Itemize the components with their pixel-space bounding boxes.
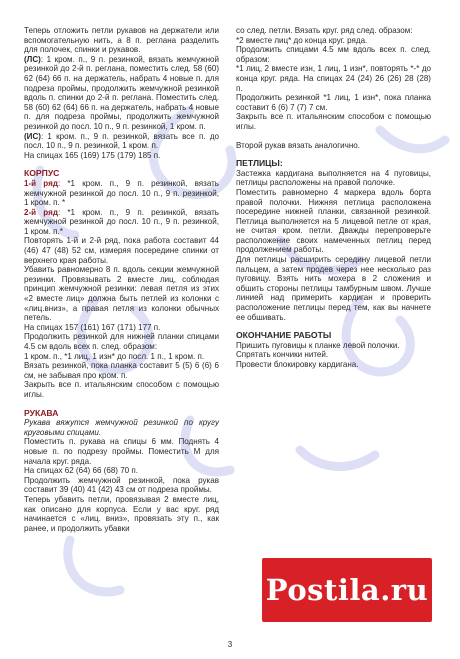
okonchanie-item-2: Спрятать кончики нитей.: [236, 350, 329, 360]
rukava-subtitle: Рукава вяжутся жемчужной резинкой по кругу круговыми спицами.: [24, 418, 219, 437]
continue-paragraph: Продолжить резинкой для нижней планки спицами 4.5 см вдоль всех п. след. образом:: [24, 332, 219, 351]
row1-paragraph: [24, 179, 219, 208]
page-number: 3: [227, 640, 233, 649]
row1-label: 1-й ряд: [24, 178, 58, 188]
is-label: (ИС): [24, 131, 41, 141]
cont-paragraph-2: *2 вместе лиц* до конца круг. ряда.: [236, 35, 368, 45]
rukava-paragraph-1: Поместить п. рукава на спицы 6 мм. Поднять 4 новые п. по подрезу проймы. Поместить М для начала круг. ряда.: [24, 437, 219, 466]
rukava-paragraph-2: Продолжить жемчужной резинкой, пока рукав составит 39 (40) 41 (42) 43 см от подреза проймы.: [24, 475, 219, 495]
rukava-paragraph-3: Теперь убавить петли, провязывая 2 вместе лиц, как описано для корпуса. Если у вас круг. ряд начинается с «лиц. вниз», провязать эту п., как ранее, и продолжить убавки: [24, 494, 219, 533]
rukava-heading: РУКАВА: [24, 407, 59, 418]
right-column: [236, 26, 431, 370]
petlitsy-paragraph-2: Поместить равномерно 4 маркера вдоль борта правой полочки. Нижняя петлица расположена посередине нижней планки, связанной резинкой. Петлица выполняется на 5 лицевой петле от края, не считая кром. петли. Дважды перепроверьте расположение своих намеченных петлиц перед продолжением работы.: [236, 187, 431, 255]
postila-logo-text: Postila.ru: [265, 573, 429, 607]
pattern-paragraph: 1 кром. п., *1 лиц, 1 изн* до посл. 1 п., 1 кром. п.: [24, 351, 205, 361]
okonchanie-item-1: Пришить пуговицы к планке левой полочки.: [236, 340, 400, 350]
row1-text: : *1 кром. п., 9 п. резинкой, вязать жемчужной резинкой до посл. 10 п., 9 п. резинкой, 1 кром. п. *: [24, 178, 220, 208]
row2-text: : *1 кром. п., 9 п. резинкой, вязать жемчужной резинкой до посл. 10 п., 9 п. резинкой, 1 кром. п.*: [24, 207, 220, 236]
okonchanie-heading: ОКОНЧАНИЕ РАБОТЫ: [236, 330, 332, 341]
total-stitches: На спицах 165 (169) 175 (179) 185 п.: [24, 150, 161, 160]
left-column: [24, 26, 219, 533]
cont-paragraph-5: Продолжить резинкой *1 лиц, 1 изн*, пока планка составит 6 (6) 7 (7) 7 см.: [236, 93, 431, 112]
row2-paragraph: [24, 208, 219, 237]
ls-paragraph: [24, 55, 219, 132]
rukava-total: На спицах 62 (64) 66 (68) 70 п.: [24, 466, 138, 476]
ls-text: : 1 кром. п., 9 п. резинкой, вязать жемчужной резинкой до 2-й п. реглана, поместить след. 58 (60) 62 (64) 66 п. на держатель, набрать 4 новые п. для подреза проймы, продолжить жемчужной резинкой вдоль п. спинки до 2-й п. реглана. Поместить след. 58 (60) 62 (64) 66 п. на держатель, набрать 4 новые п. для подреза проймы, продолжить жемчужной резинкой до посл. 10 п., 9 п. резинкой, 1 кром. п.: [24, 54, 219, 131]
row2-label: 2-й ряд: [24, 207, 58, 217]
ls-label: (ЛС): [24, 54, 41, 64]
korpus-heading: КОРПУС: [24, 168, 60, 179]
cont-paragraph-1: со след. петли. Вязать круг. ряд след. образом:: [236, 26, 413, 35]
cont-paragraph-4: *1 лиц, 2 вместе изн, 1 лиц, 1 изн*, повторять *-* до конца круг. ряда. На спицах 24 (24) 26 (26) 28 (28) п.: [236, 64, 431, 93]
cont-paragraph-3: Продолжить спицами 4.5 мм вдоль всех п. след. образом:: [236, 45, 431, 64]
petlitsy-paragraph-1: Застежка кардигана выполняется на 4 пуговицы, петлицы расположены на правой полочке.: [236, 168, 431, 188]
is-paragraph: [24, 132, 219, 151]
repeat-paragraph: Повторять 1-й и 2-й ряд, пока работа составит 44 (46) 47 (48) 52 см, измеряя посередине спинки от верхнего края работы.: [24, 236, 219, 265]
petlitsy-paragraph-3: Для петлицы расширить середину лицевой петли пальцем, а затем продев через нее несколько раз пуговицу. Взять нить мохера в 2 сложения и обшить стороны петлицы тамбурным швом. Лучше линией над примерить кардиган и проверить расположение петлицы перед тем, как вы начнете ее обшивать.: [236, 255, 431, 322]
total2-paragraph: На спицах 157 (161) 167 (171) 177 п.: [24, 322, 161, 332]
okonchanie-item-3: Провести блокировку кардигана.: [236, 360, 359, 369]
is-text: : 1 кром. п., 9 п. резинкой, вязать все п. до посл. 10 п., 9 п. резинкой, 1 кром. п.: [24, 131, 219, 151]
cont-paragraph-6: Закрыть все п. итальянским способом с помощью иглы.: [236, 112, 431, 131]
petlitsy-heading: ПЕТЛИЦЫ:: [236, 158, 283, 169]
decrease-paragraph: Убавить равномерно 8 п. вдоль секции жемчужной резинки. Провязывать 2 вместе лиц, соблюдая принцип жемчужной резинки: левая петля из этих «2 вместе лиц» должна быть петлей из колонки с «лиц.вниз», а правая петля из колонки обычных петель.: [24, 265, 219, 323]
postila-logo[interactable]: [262, 558, 432, 622]
intro-paragraph: Теперь отложить петли рукавов на держатели или вспомогательную нить, а 8 п. реглана разделить для полочек, спинки и рукавов.: [24, 26, 219, 55]
bind-paragraph: Вязать резинкой, пока планка составит 5 (5) 6 (6) 6 см, не забывая про кром. п.: [24, 361, 219, 380]
second-sleeve-paragraph: Второй рукав вязать аналогично.: [236, 140, 361, 150]
close-paragraph: Закрыть все п. итальянским способом с помощью иглы.: [24, 380, 219, 399]
